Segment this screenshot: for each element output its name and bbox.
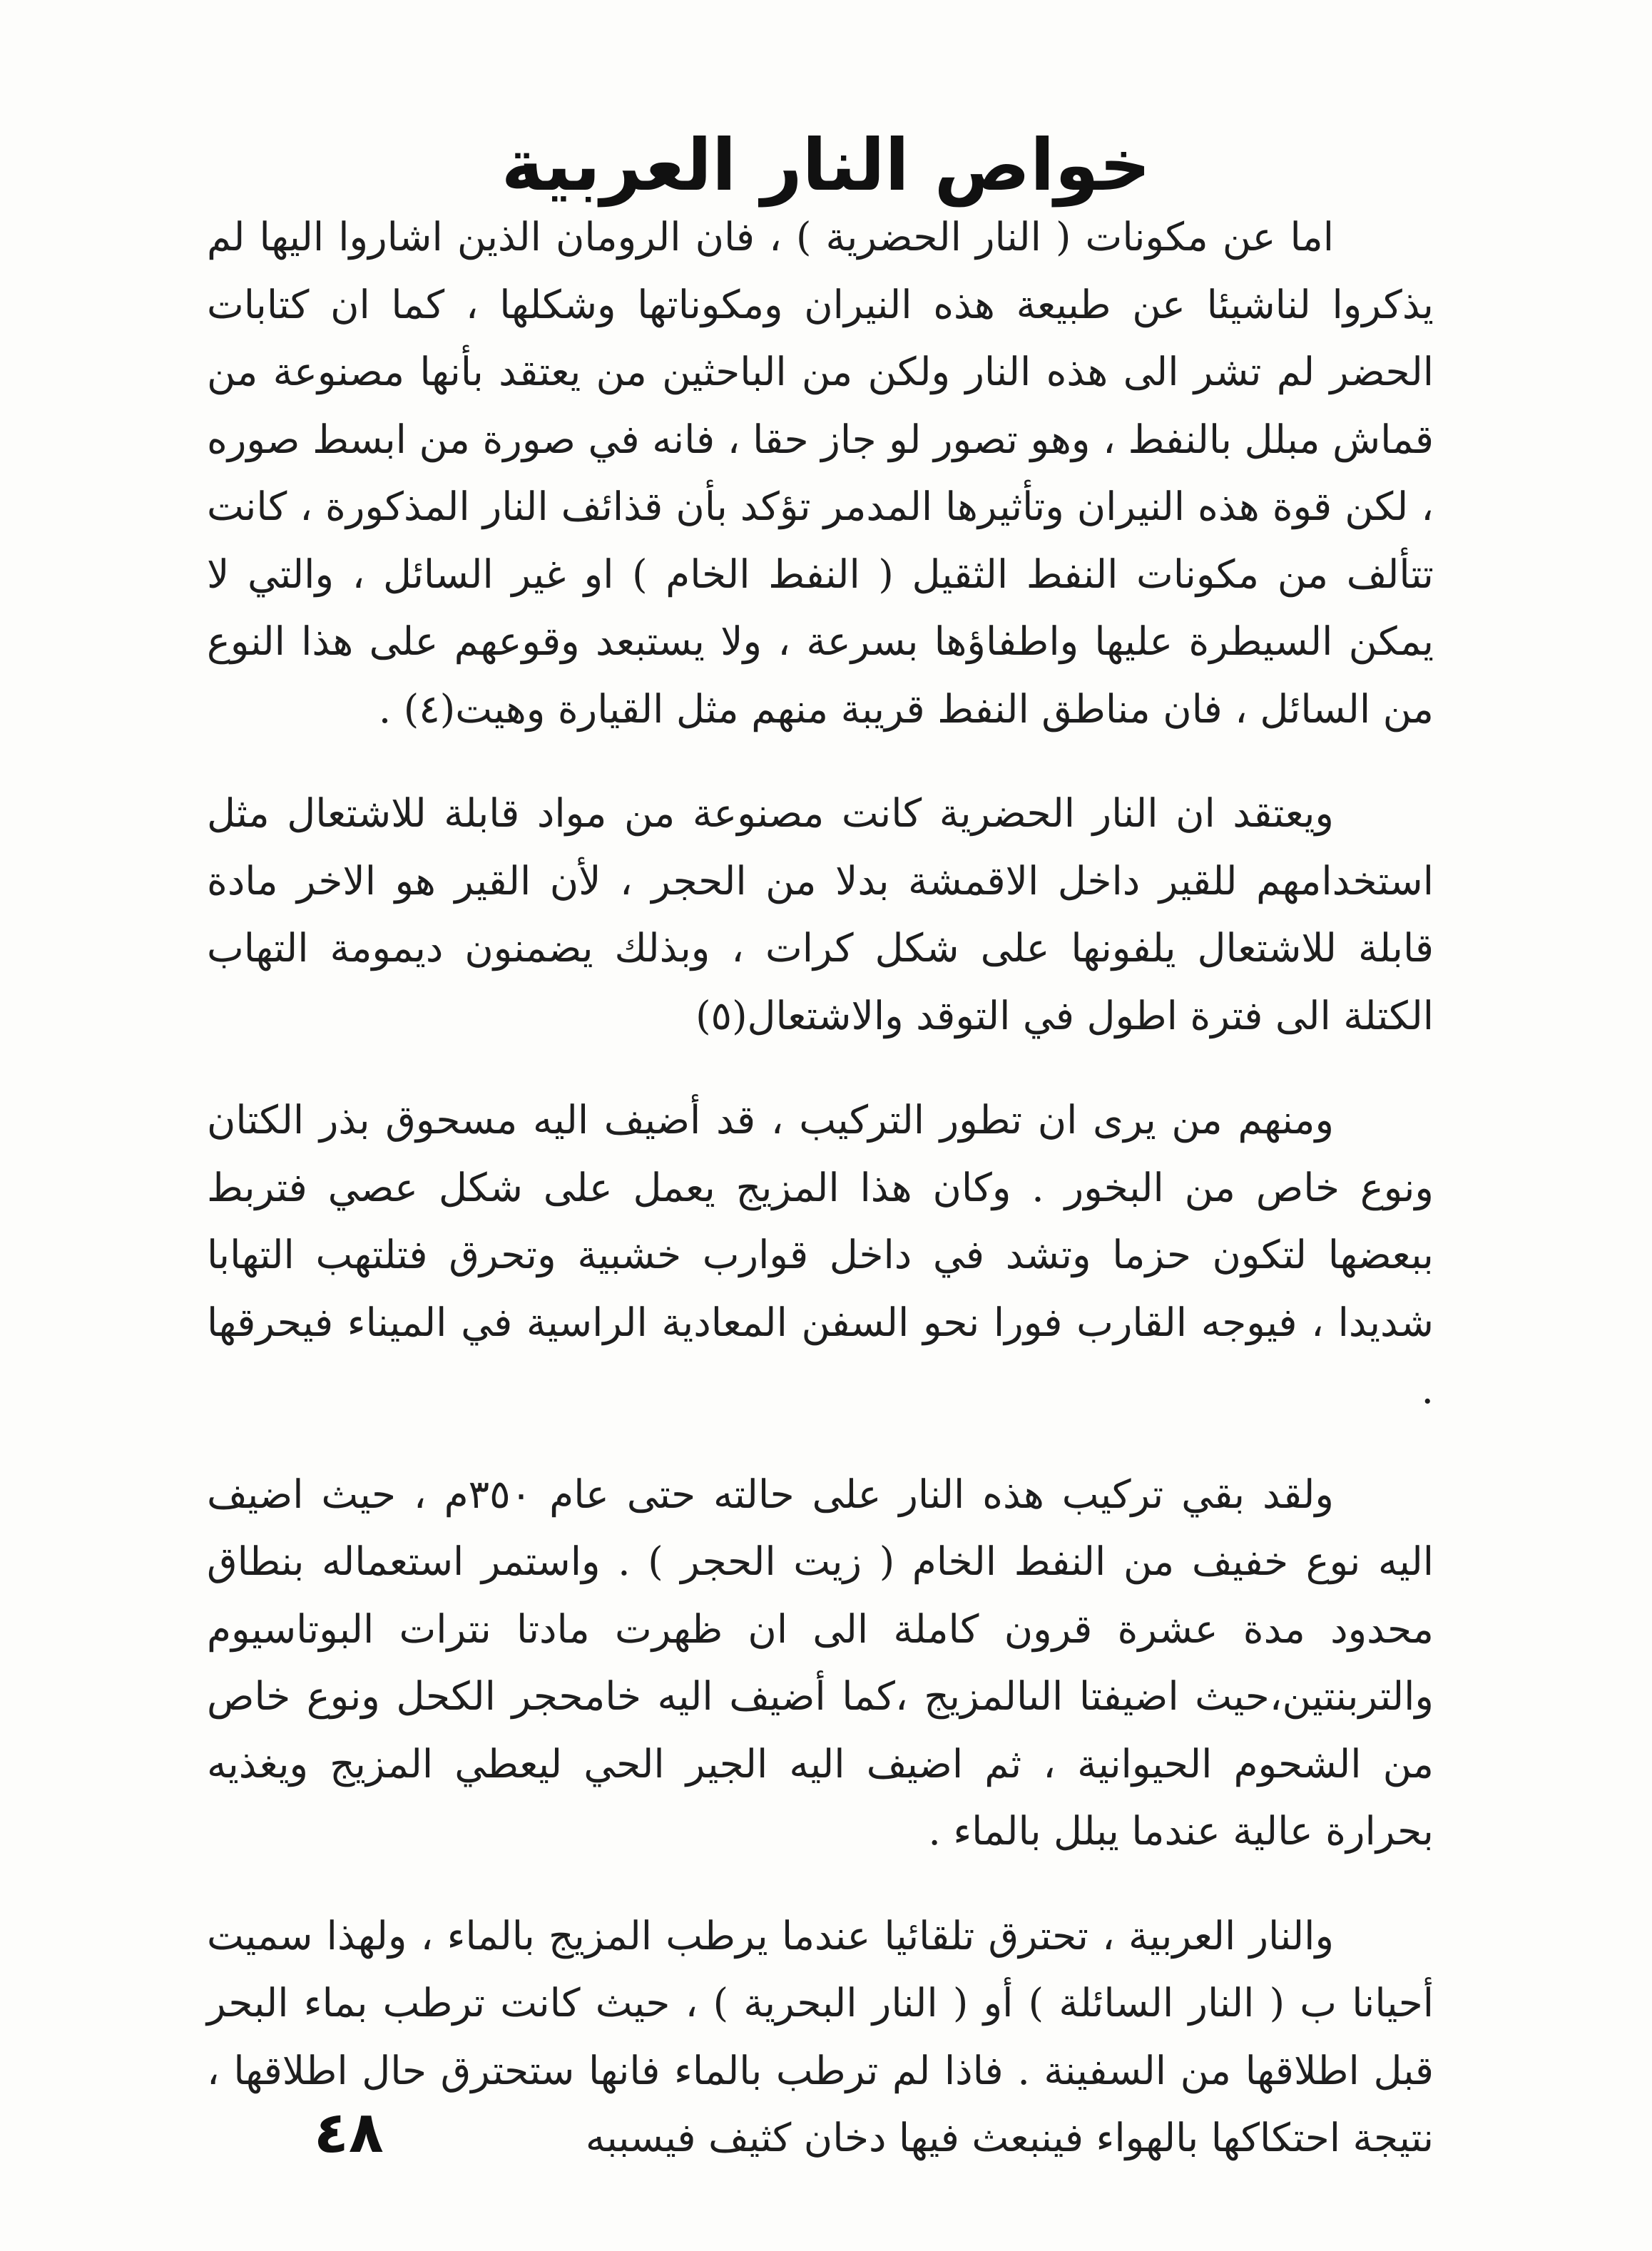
paragraph-4: ولقد بقي تركيب هذه النار على حالته حتى عام ٣٥٠م ، حيث اضيف اليه نوع خفيف من النفط الخام ( زيت الحجر ) . واستمر استعماله بنطاق محدود مدة عشرة قرون كاملة الى ان ظهرت مادتا نترات البوتاسيوم والتربنتين،حيث اضيفتا الىالمزيج ،كما أضيف اليه خامحجر الكحل ونوع خاص من الشحوم الحيوانية ، ثم اضيف اليه الجير الحي ليعطي المزيج ويغذيه بحرارة عالية عندما يبلل بالماء .: [207, 1471, 1434, 1854]
paragraph-2: ويعتقد ان النار الحضرية كانت مصنوعة من مواد قابلة للاشتعال مثل استخدامهم للقير داخل الاقمشة بدلا من الحجر ، لأن القير هو الاخر مادة قابلة للاشتعال يلفونها على شكل كرات ، وبذلك يضمنون ديمومة التهاب الكتلة الى فترة اطول في التوقد والاشتعال(٥): [207, 790, 1434, 1038]
paragraph-5: والنار العربية ، تحترق تلقائيا عندما يرطب المزيج بالماء ، ولهذا سميت أحيانا ب ( النار السائلة ) أو ( النار البحرية ) ، حيث كانت ترطب بماء البحر قبل اطلاقها من السفينة . فاذا لم ترطب بالماء فانها ستحترق حال اطلاقها ، نتيجة احتكاكها بالهواء فينبعث فيها دخان كثيف فيسببه: [207, 1912, 1434, 2160]
paragraph-3: ومنهم من يرى ان تطور التركيب ، قد أضيف اليه مسحوق بذر الكتان ونوع خاص من البخور . وكان هذا المزيج يعمل على شكل عصي فتربط ببعضها لتكون حزما وتشد في داخل قوارب خشبية وتحرق فتلتهب التهابا شديدا ، فيوجه القارب فورا نحو السفن المعادية الراسية في الميناء فيحرقها .: [207, 1097, 1434, 1412]
page-title: خواص النار العربية: [501, 123, 1151, 207]
page-number: ٤٨: [314, 2099, 384, 2165]
paragraph-1: اما عن مكونات ( النار الحضرية ) ، فان الرومان الذين اشاروا اليها لم يذكروا لناشيئا عن طبيعة هذه النيران ومكوناتها وشكلها ، كما ان كتابات الحضر لم تشر الى هذه النار ولكن من الباحثين من يعتقد بأنها مصنوعة من قماش مبلل بالنفط ، وهو تصور لو جاز حقا ، فانه في صورة من ابسط صوره ، لكن قوة هذه النيران وتأثيرها المدمر تؤكد بأن قذائف النار المذكورة ، كانت تتألف من مكونات النفط الثقيل ( النفط الخام ) او غير السائل ، والتي لا يمكن السيطرة عليها واطفاؤها بسرعة ، ولا يستبعد وقوعهم على هذا النوع من السائل ، فان مناطق النفط قريبة منهم مثل القيارة وهيت(٤) .: [207, 214, 1434, 732]
body-text: [207, 203, 1434, 2209]
